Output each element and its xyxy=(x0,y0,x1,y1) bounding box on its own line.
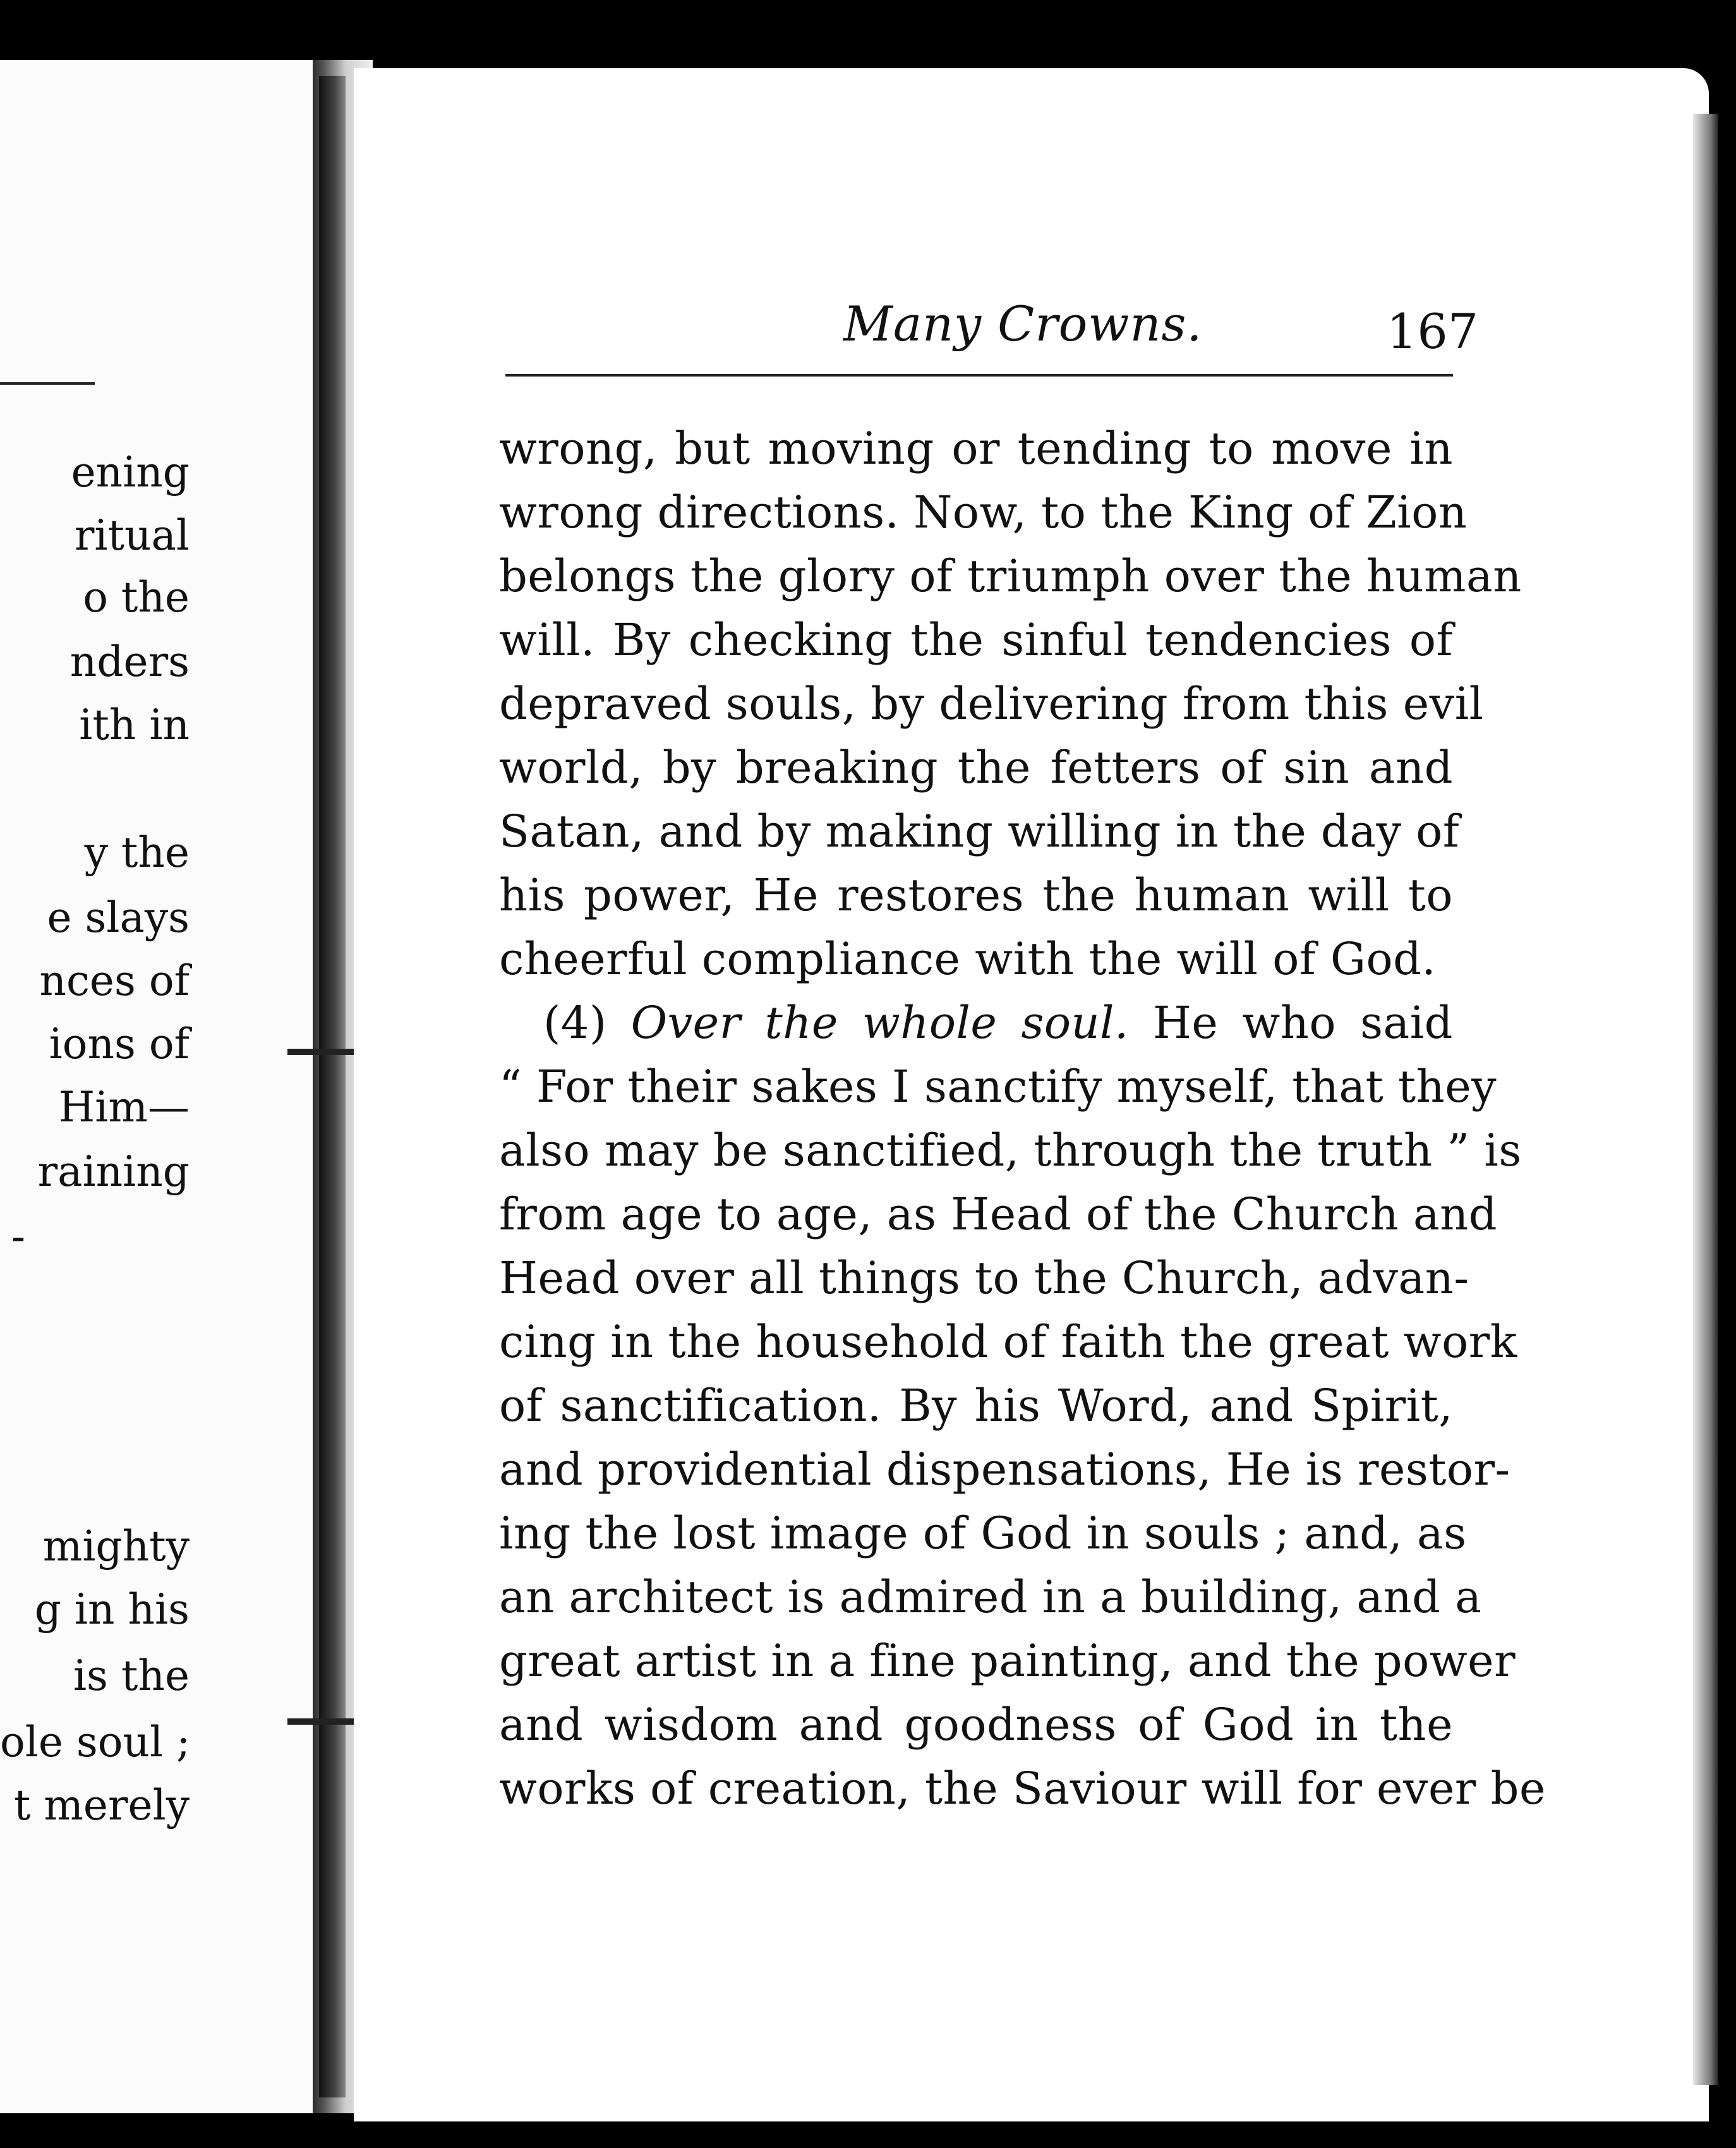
text-line: and providential dispensations, He is restor- xyxy=(499,1444,1510,1495)
text-line: “ For their sakes I sanctify myself, that they xyxy=(499,1061,1497,1113)
book-spine-shadow xyxy=(319,76,346,2097)
left-page-line: t merely xyxy=(13,1781,190,1830)
left-page-line: ening xyxy=(71,448,190,497)
section-title: Over the whole soul. xyxy=(630,997,1129,1049)
left-page-line: g in his xyxy=(34,1585,190,1634)
text-line: of sanctification. By his Word, and Spirit, xyxy=(499,1380,1453,1432)
running-head: Many Crowns. xyxy=(843,296,1203,352)
text-line: wrong, but moving or tending to move in xyxy=(499,423,1453,474)
text-line: wrong directions. Now, to the King of Zion xyxy=(499,486,1468,538)
text-line: also may be sanctified, through the truth ” is xyxy=(499,1125,1522,1176)
section-number: (4) xyxy=(543,997,631,1049)
left-page-line: ole soul ; xyxy=(0,1718,191,1766)
text-line: will. By checking the sinful tendencies of xyxy=(499,614,1453,666)
text-line: depraved souls, by delivering from this evil xyxy=(499,678,1484,730)
left-page-line: ions of xyxy=(49,1020,190,1068)
text-line: Head over all things to the Church, advan- xyxy=(499,1252,1469,1304)
left-page-line: o the xyxy=(83,573,190,622)
left-page-line: Him— xyxy=(58,1083,190,1131)
left-page-line: mighty xyxy=(42,1522,190,1571)
left-page-line: nders xyxy=(69,637,190,686)
header-rule xyxy=(505,374,1453,377)
text-line: cing in the household of faith the great work xyxy=(499,1316,1517,1368)
left-page-rule xyxy=(0,382,95,385)
left-page-line: ith in xyxy=(79,701,190,749)
text-line: and wisdom and goodness of God in the xyxy=(499,1699,1453,1751)
left-page-line: y the xyxy=(84,828,190,877)
left-page-line: raining xyxy=(37,1147,190,1196)
section-heading-line xyxy=(499,991,1453,1055)
text-line: works of creation, the Saviour will for ever be xyxy=(499,1763,1546,1814)
text-line: ing the lost image of God in souls ; and, as xyxy=(499,1507,1467,1559)
left-page-line: - xyxy=(11,1212,25,1261)
text-line: belongs the glory of triumph over the human xyxy=(499,550,1522,602)
text-line: world, by breaking the fetters of sin and xyxy=(499,742,1453,793)
left-page-line: nces of xyxy=(39,956,190,1005)
body-text xyxy=(499,417,1546,1821)
text-line: an architect is admired in a building, and a xyxy=(499,1571,1482,1623)
page-number: 167 xyxy=(1387,303,1479,359)
text-fragment: He who said xyxy=(1128,997,1453,1049)
left-page-line: e slays xyxy=(47,893,190,942)
binding-stitch xyxy=(287,1718,363,1725)
left-page-line: is the xyxy=(73,1651,190,1700)
text-line: great artist in a fine painting, and the power xyxy=(499,1635,1516,1687)
text-line: his power, He restores the human will to xyxy=(499,869,1453,921)
text-line: cheerful compliance with the will of God. xyxy=(499,933,1437,985)
left-facing-page xyxy=(0,60,325,2113)
text-line: from age to age, as Head of the Church and xyxy=(499,1188,1498,1240)
left-page-line: ritual xyxy=(74,511,190,560)
page-edge-shadow xyxy=(1693,114,1718,2085)
text-line: Satan, and by making willing in the day of xyxy=(499,805,1460,857)
